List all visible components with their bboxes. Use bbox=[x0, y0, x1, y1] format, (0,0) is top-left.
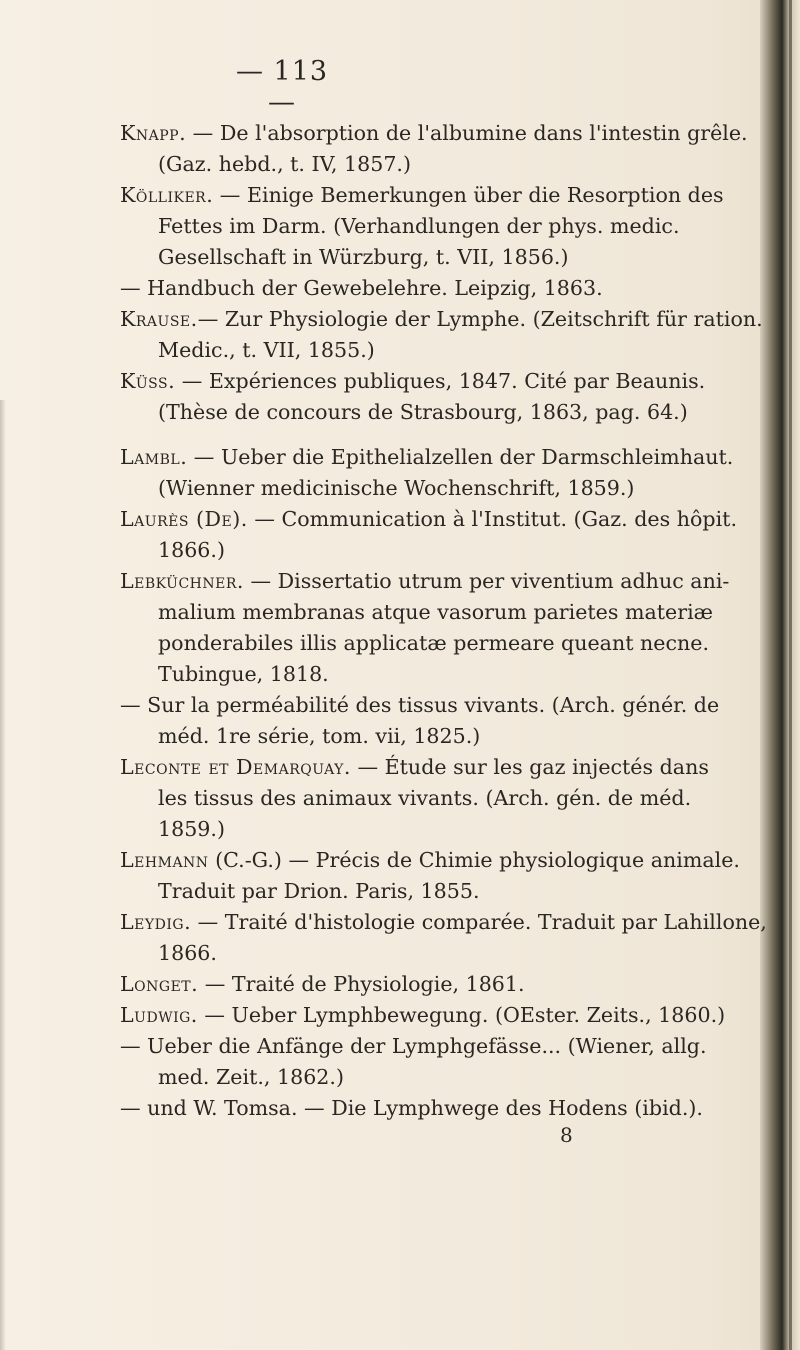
entry-author: Ludwig. bbox=[120, 1003, 198, 1027]
entry-author: Lebküchner. bbox=[120, 569, 244, 593]
entry-line: — Sur la perméabilité des tissus vivants. (Arch. génér. de bbox=[120, 693, 720, 717]
bibliography-entry-ludwig bbox=[120, 1000, 756, 1031]
entry-author: Knapp. bbox=[120, 121, 187, 145]
binding-line bbox=[789, 0, 792, 1350]
bibliography-entry-laures bbox=[120, 504, 756, 566]
entry-line: — Ueber Lymphbewegung. (OEster. Zeits., 1860.) bbox=[197, 1003, 726, 1027]
page-gutter-shadow bbox=[0, 400, 6, 1350]
bibliography-entry-leconte-demarquay bbox=[120, 752, 756, 845]
entry-line: (Gaz. hebd., t. IV, 1857.) bbox=[158, 152, 412, 176]
entry-author: Laurès (De). bbox=[120, 507, 248, 531]
entry-line: Fettes im Darm. (Verhandlungen der phys. medic. bbox=[158, 214, 680, 238]
entry-author: Longet. bbox=[120, 972, 199, 996]
entry-line: — Étude sur les gaz injectés dans bbox=[350, 755, 709, 779]
bibliography-entry-lebkuchner-permeabilite bbox=[120, 690, 756, 752]
bibliography-entry-leydig bbox=[120, 907, 767, 969]
entry-author: Lehmann bbox=[120, 848, 209, 872]
entry-line: — Ueber die Epithelialzellen der Darmschleimhaut. bbox=[187, 445, 734, 469]
entry-author: Leconte et Demarquay. bbox=[120, 755, 351, 779]
bibliography-list bbox=[120, 118, 767, 1147]
entry-line: (C.-G.) — Précis de Chimie physiologique animale. bbox=[208, 848, 740, 872]
entry-line: — Zur Physiologie der Lymphe. (Zeitschrift für ration. bbox=[197, 307, 763, 331]
bibliography-entry-kuss bbox=[120, 366, 756, 428]
bibliography-entry-ludwig-anfange bbox=[120, 1031, 756, 1093]
entry-author: Lambl. bbox=[120, 445, 188, 469]
entry-author: Kölliker. bbox=[120, 183, 214, 207]
entry-line: — Handbuch der Gewebelehre. Leipzig, 1863. bbox=[120, 276, 603, 300]
page-number: — 113 — bbox=[235, 56, 329, 118]
bibliography-entry-kolliker bbox=[120, 180, 756, 273]
entry-line: 1866.) bbox=[158, 538, 225, 562]
entry-line: — Traité de Physiologie, 1861. bbox=[198, 972, 525, 996]
entry-line: — Communication à l'Institut. (Gaz. des hôpit. bbox=[247, 507, 737, 531]
entry-author: Leydig. bbox=[120, 910, 192, 934]
entry-line: les tissus des animaux vivants. (Arch. gén. de méd. bbox=[158, 786, 692, 810]
entry-line: — Expériences publiques, 1847. Cité par Beaunis. bbox=[175, 369, 706, 393]
entry-line: 1866. bbox=[158, 941, 217, 965]
entry-author: Krause. bbox=[120, 307, 198, 331]
entry-line: Medic., t. VII, 1855.) bbox=[158, 338, 375, 362]
bibliography-entry-krause bbox=[120, 304, 763, 366]
entry-author: Küss. bbox=[120, 369, 176, 393]
signature-mark: 8 bbox=[560, 1123, 573, 1147]
bibliography-entry-lehmann bbox=[120, 845, 756, 907]
entry-line: méd. 1re série, tom. vii, 1825.) bbox=[158, 724, 481, 748]
bibliography-entry-lebkuchner bbox=[120, 566, 756, 690]
entry-line: — und W. Tomsa. — Die Lymphwege des Hodens (ibid.). bbox=[120, 1096, 703, 1120]
entry-line: — Einige Bemerkungen über die Resorption des bbox=[213, 183, 724, 207]
entry-line: malium membranas atque vasorum parietes materiæ bbox=[158, 600, 714, 624]
entry-line: Tubingue, 1818. bbox=[158, 662, 329, 686]
entry-line: — De l'absorption de l'albumine dans l'intestin grêle. bbox=[186, 121, 748, 145]
bibliography-entry-lambl bbox=[120, 442, 756, 504]
bibliography-entry-longet bbox=[120, 969, 756, 1000]
bibliography-entry-knapp bbox=[120, 118, 756, 180]
entry-line: — Dissertatio utrum per viventium adhuc ani- bbox=[243, 569, 730, 593]
entry-line: Gesellschaft in Würzburg, t. VII, 1856.) bbox=[158, 245, 569, 269]
section-gap bbox=[120, 428, 756, 442]
entry-line: — Ueber die Anfänge der Lymphgefässe... (Wiener, allg. bbox=[120, 1034, 707, 1058]
entry-line: ponderabiles illis applicatæ permeare queant necne. bbox=[158, 631, 710, 655]
entry-line: — Traité d'histologie comparée. Traduit par Lahillone, bbox=[191, 910, 767, 934]
bibliography-entry-kolliker-handbuch bbox=[120, 273, 756, 304]
entry-line: (Thèse de concours de Strasbourg, 1863, pag. 64.) bbox=[158, 400, 688, 424]
entry-line: Traduit par Drion. Paris, 1855. bbox=[158, 879, 480, 903]
entry-line: 1859.) bbox=[158, 817, 225, 841]
bibliography-entry-ludwig-tomsa bbox=[120, 1093, 756, 1124]
book-binding-edge bbox=[760, 0, 800, 1350]
entry-line: med. Zeit., 1862.) bbox=[158, 1065, 344, 1089]
entry-line: (Wienner medicinische Wochenschrift, 1859.) bbox=[158, 476, 635, 500]
